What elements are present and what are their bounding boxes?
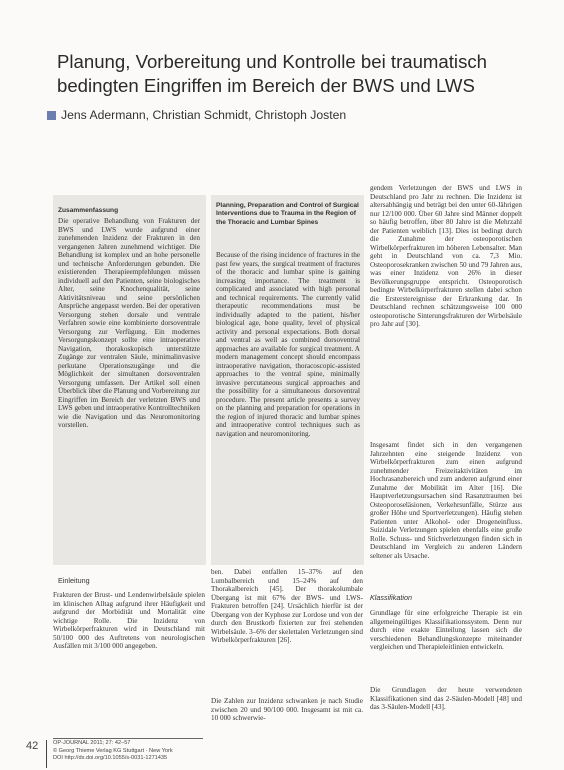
classification-text-1: Grundlage für eine erfolgreiche Therapie ist ein allgemeingültiges Klassifikationssystem. Denn nur durch eine exakte Einteilung lassen sich die verschiedenen Behandlungskonzepte miteinander vergleichen und Therapieleitlinien entwickeln. (370, 609, 522, 651)
footer-divider (53, 738, 203, 739)
copyright-line: © Georg Thieme Verlag KG Stuttgart · New York (53, 747, 173, 754)
citation-footer (53, 740, 203, 763)
authors: Jens Adermann, Christian Schmidt, Christoph Josten (61, 108, 347, 122)
section-heading-introduction: Einleitung (58, 576, 90, 585)
introduction-text: Frakturen der Brust- und Lendenwirbelsäule spielen im klinischen Alltag aufgrund ihrer Häufigkeit und aufgrund der Morbidität und Mortalität eine wichtige Rolle. Die Inzidenz von Wirbelkörperfrakturen wird in Deutschland mit 50/100 000 des Auftretens von neurologischen Ausfällen mit 3/100 000 angegeben. (53, 591, 205, 650)
abstract-text-en: Because of the rising incidence of fractures in the past few years, the surgical treatment of fractures of the thoracic and lumbar spine is gaining increasing importance. The treatment is complicated and associated with high personal and technical requirements. The currently valid therapeutic recommendations must be individually adapted to the patient, his/her biological age, bone quality, level of physical activity and personal expectations. Both dorsal and ventral as well as combined dorsoventral approaches are available for surgical treatment. A modern management concept should encompass intraoperative navigation, thoracoscopic-assisted approaches to the ventral spine, minimally invasive percutaneous surgical approaches and the possibility for a simultaneous dorsoventral procedure. The present article presents a survey on the planning and preparation for operations in the region of injured thoracic and lumbar spines and intraoperative control techniques such as navigation and neuromonitoring. (216, 251, 360, 438)
abstract-text-de: Die operative Behandlung von Frakturen der BWS und LWS wurde aufgrund einer zunehmenden Inzidenz der Frakturen in den vergangenen Jahren zunehmend wichtiger. Die Behandlung ist komplex und an hohe personelle und technische Anforderungen gebunden. Die existierenden Therapieempfehlungen müssen individuell auf den Patienten, seine biologisches Alter, seine Knochenqualität, seine Aktivitätsniveau und seine persönlichen Ansprüche angepasst werden. Bei der operativen Versorgung stehen dorsale und ventrale Verfahren sowie eine kombinierte dorsoventrale Versorgung zur Verfügung. Ein modernes Versorgungskonzept sollte eine intraoperative Navigation, thorakoskopisch unterstützte Zugänge zur ventralen Säule, minimalinvasive perkutane Operationszugänge und die Möglichkeit der simultanen dorsoventralen Versorgung umfassen. Der Artikel soll einen Überblick über die Planung und Vorbereitung zur Eingriffen im Bereich der verletzten BWS und LWS geben und intraoperative Kontrolltechniken wie die Navigation und das Neuromonitoring vorstellen. (58, 217, 200, 429)
article-title: Planung, Vorbereitung und Kontrolle bei traumatisch bedingten Eingriffen im Bereich der BWS und LWS (57, 51, 487, 96)
author-line (47, 108, 346, 122)
page-number: 42 (26, 740, 39, 752)
doi-line: DOI http://dx.doi.org/10.1055/s-0031-1271435 (53, 755, 168, 761)
classification-text-2: Die Grundlagen der heute verwendeten Klassifikationen sind das 2-Säulen-Modell [48] und das 3-Säulen-Modell [43]. (370, 686, 522, 711)
body-text-col3-mid: Insgesamt findet sich in den vergangenen Jahrzehnten eine steigende Inzidenz von Wirbelkörperfrakturen zum einen aufgrund zunehmender Freizeitaktivitäten im Hochrasanzbereich und zum anderen aufgrund einer Zunahme der Mobilität im Alter [16]. Die Hauptverletzungsursachen sind Rasanztraumen bei Osteoporoseläsionen, Verkehrsunfälle, Stürze aus großer Höhe und Sportverletzungen). Häufig stehen Patienten unter Alkohol- oder Drogeneinfluss. Suizidale Verletzungen spielen ebenfalls eine große Rolle. Schuss- und Stichverletzungen finden sich in Deutschland im Vergleich zu anderen Ländern seltener als Ursache. (370, 441, 522, 560)
journal-citation: OP-JOURNAL 2011; 27: 42–57 (53, 740, 131, 746)
abstract-heading-de: Zusammenfassung (58, 207, 119, 214)
body-text-col2-2: Die Zahlen zur Inzidenz schwanken je nach Studie zwischen 20 und 90/100 000. Insgesamt ist mit ca. 10 000 schwerwie- (211, 697, 363, 722)
section-heading-classification: Klassifikation (370, 593, 412, 602)
page-margin-rule (46, 740, 47, 768)
body-text-col2-1: ben. Dabei entfallen 15–37% auf den Lumbalbereich und 15–24% auf den Thorakalbereich [45]. Der thorakolumbale Übergang ist mit 67% der BWS- und LWS-Frakturen betroffen [24]. Ursächlich hierfür ist der Übergang von der Kyphose zur Lordose und von der durch den Brustkorb fixierten zur frei stehenden Wirbelsäule. 3–6% der skelettalen Verletzungen sind Wirbelkörperfrakturen [26]. (211, 568, 363, 644)
body-text-col3-top: gendem Verletzungen der BWS und LWS in Deutschland pro Jahr zu rechnen. Die Inzidenz ist altersabhängig und beträgt bei den unter 60-Jährigen nur 12/100 000. Über 60 Jahre sind Männer doppelt so häufig betroffen, über 80 Jahre ist die Mehrzahl der Patienten weiblich [13]. Dies ist bedingt durch die Zunahme der osteoporotischen Wirbelkörperfrakturen im höheren Lebensalter. Man geht in Deutschland von ca. 7,3 Mio. Osteoporosekranken zwischen 50 und 79 Jahren aus, was einer Inzidenz von 26% in dieser Bevölkerungsgruppe entspricht. Osteoporotisch bedingte Wirbelkörperfrakturen stellen dabei schon die Ersterstereignisse der Erkrankung dar. In Deutschland rechnen schätzungsweise 100 000 osteoporotische Sinterungsfrakturen der Wirbelsäule pro Jahr auf [30]. (370, 184, 522, 328)
square-bullet-icon (47, 111, 56, 120)
abstract-heading-en: Planning, Preparation and Control of Surgical Interventions due to Trauma in the Region of the Thoracic and Lumbar Spines (216, 202, 359, 226)
